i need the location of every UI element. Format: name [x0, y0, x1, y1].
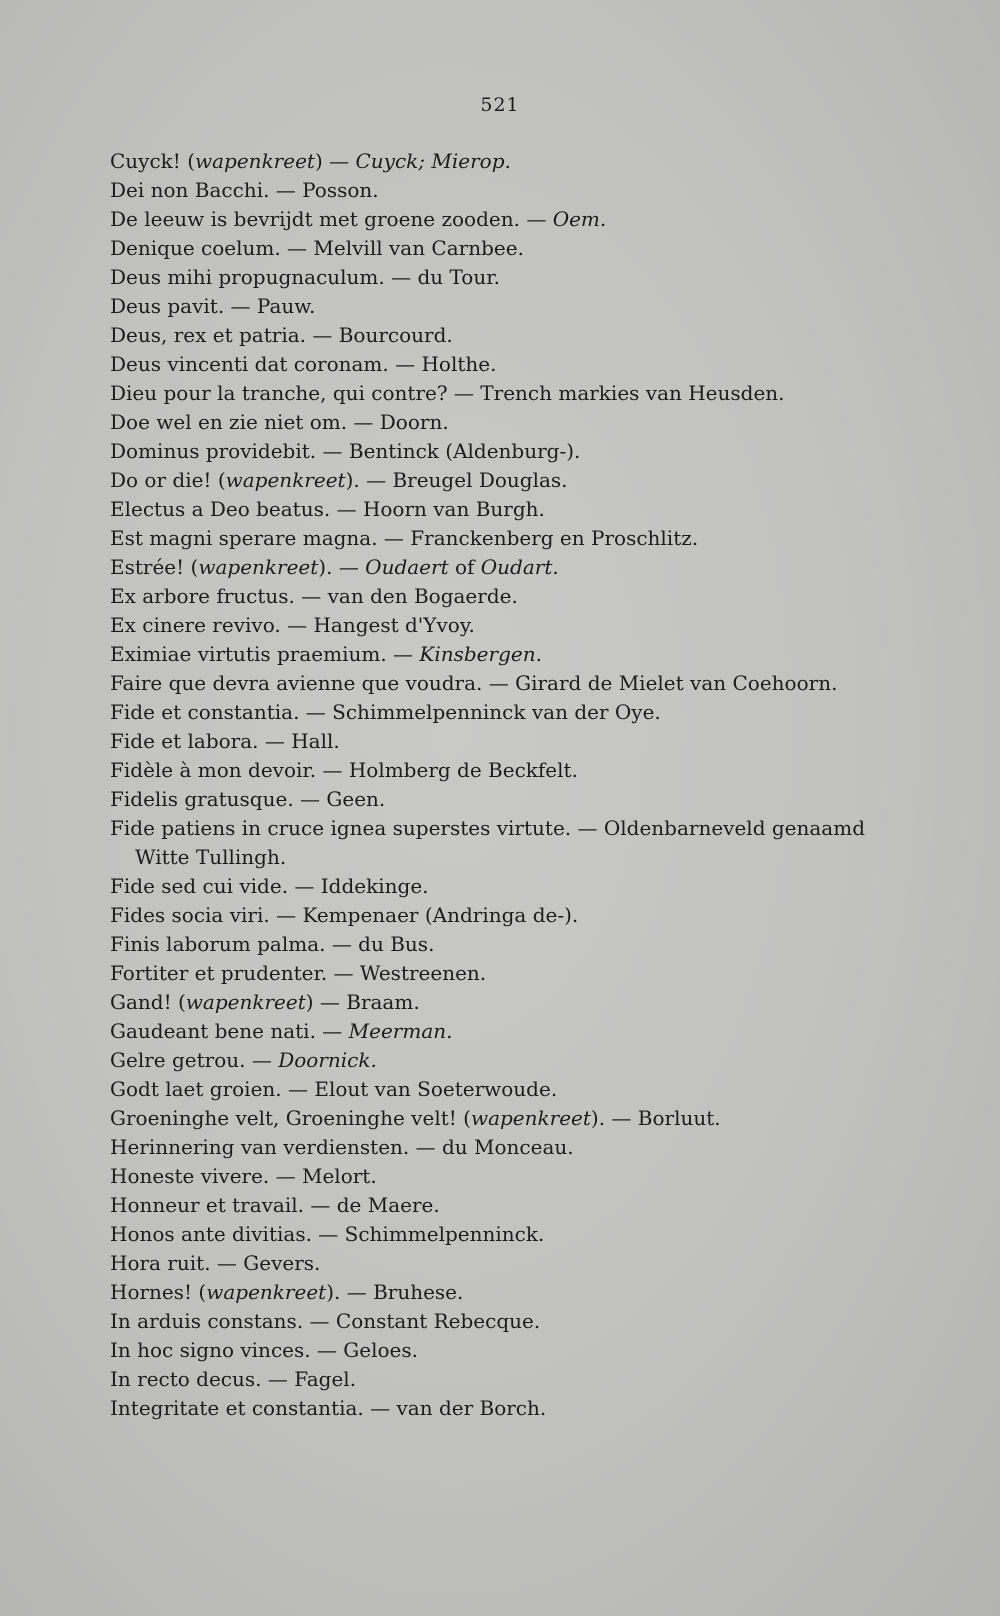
motto-line [110, 582, 910, 611]
motto-line [110, 814, 910, 843]
text-segment: Fide et labora. — Hall. [110, 729, 340, 753]
motto-line [110, 292, 910, 321]
text-segment: Gand! ( [110, 990, 186, 1014]
motto-line [110, 611, 910, 640]
text-segment: Faire que devra avienne que voudra. — Girard de Mielet van Coehoorn. [110, 671, 838, 695]
text-segment: Gelre getrou. — [110, 1048, 279, 1072]
text-segment: Groeninghe velt, Groeninghe velt! ( [110, 1106, 471, 1130]
text-segment: Dieu pour la tranche, qui contre? — Trench markies van Heusden. [110, 381, 785, 405]
italic-segment: wapenkreet [195, 149, 315, 173]
text-segment: ). — [318, 555, 366, 579]
motto-line [110, 1133, 910, 1162]
text-segment: of [448, 555, 481, 579]
motto-line [110, 1336, 910, 1365]
text-segment: Fides socia viri. — Kempenaer (Andringa de-). [110, 903, 579, 927]
text-segment: Honneur et travail. — de Maere. [110, 1193, 440, 1217]
motto-line [110, 321, 910, 350]
motto-line [110, 263, 910, 292]
text-segment: ) — Braam. [305, 990, 420, 1014]
motto-line [110, 1017, 910, 1046]
text-segment: In hoc signo vinces. — Geloes. [110, 1338, 419, 1362]
italic-segment: Oudaert [365, 555, 449, 579]
italic-segment: Cuyck; Mierop. [355, 149, 511, 173]
italic-segment: Kinsbergen. [419, 642, 542, 666]
motto-line [110, 756, 910, 785]
italic-segment: Oem. [552, 207, 607, 231]
motto-line [110, 1191, 910, 1220]
text-segment: Gaudeant bene nati. — [110, 1019, 349, 1043]
motto-line [110, 1162, 910, 1191]
text-segment: Dominus providebit. — Bentinck (Aldenburg-). [110, 439, 581, 463]
text-segment: Godt laet groien. — Elout van Soeterwoude. [110, 1077, 558, 1101]
motto-line [110, 727, 910, 756]
text-segment: Fidèle à mon devoir. — Holmberg de Beckfelt. [110, 758, 578, 782]
motto-line [110, 437, 910, 466]
text-segment: Est magni sperare magna. — Franckenberg en Proschlitz. [110, 526, 699, 550]
text-segment: Ex cinere revivo. — Hangest d'Yvoy. [110, 613, 475, 637]
motto-line [110, 524, 910, 553]
motto-line [110, 959, 910, 988]
text-segment: Finis laborum palma. — du Bus. [110, 932, 435, 956]
text-segment: Fide patiens in cruce ignea superstes virtute. — Oldenbarneveld genaamd [110, 816, 865, 840]
text-segment: ) — [314, 149, 356, 173]
motto-line [110, 1104, 910, 1133]
motto-line [110, 930, 910, 959]
text-segment: Witte Tullingh. [135, 845, 287, 869]
text-segment: Do or die! ( [110, 468, 226, 492]
text-segment: Fide et constantia. — Schimmelpenninck van der Oye. [110, 700, 661, 724]
text-segment: Eximiae virtutis praemium. — [110, 642, 420, 666]
italic-segment: wapenkreet [225, 468, 346, 492]
motto-line [110, 1075, 910, 1104]
text-segment: In arduis constans. — Constant Rebecque. [110, 1309, 541, 1333]
motto-line [110, 495, 910, 524]
motto-line [110, 379, 910, 408]
motto-line [110, 785, 910, 814]
motto-line [110, 1394, 910, 1423]
text-segment: ). — Bruhese. [326, 1280, 464, 1304]
text-segment: Integritate et constantia. — van der Borch. [110, 1396, 547, 1420]
italic-segment: wapenkreet [470, 1106, 591, 1130]
page-number: 521 [480, 94, 520, 116]
italic-segment: Meerman. [348, 1019, 453, 1043]
text-segment: Cuyck! ( [110, 149, 195, 173]
text-segment: De leeuw is bevrijdt met groene zooden. — [110, 207, 553, 231]
italic-segment: wapenkreet [206, 1280, 327, 1304]
text-segment: Deus vincenti dat coronam. — Holthe. [110, 352, 497, 376]
text-segment: Fide sed cui vide. — Iddekinge. [110, 874, 429, 898]
motto-line [110, 466, 910, 495]
text-segment: Ex arbore fructus. — van den Bogaerde. [110, 584, 518, 608]
text-segment: ). — Borluut. [590, 1106, 721, 1130]
text-segment: Herinnering van verdiensten. — du Monceau. [110, 1135, 574, 1159]
motto-line [110, 669, 910, 698]
motto-line [110, 350, 910, 379]
motto-list [110, 147, 910, 1423]
text-segment: In recto decus. — Fagel. [110, 1367, 357, 1391]
motto-line [110, 234, 910, 263]
motto-line [110, 205, 910, 234]
text-segment: Fortiter et prudenter. — Westreenen. [110, 961, 487, 985]
text-segment: Fidelis gratusque. — Geen. [110, 787, 386, 811]
motto-line [110, 553, 910, 582]
motto-line [110, 1365, 910, 1394]
text-segment: Hornes! ( [110, 1280, 207, 1304]
motto-line [110, 872, 910, 901]
text-segment: Doe wel en zie niet om. — Doorn. [110, 410, 449, 434]
text-segment: Deus pavit. — Pauw. [110, 294, 316, 318]
motto-line [110, 408, 910, 437]
text-segment: Deus, rex et patria. — Bourcourd. [110, 323, 453, 347]
italic-segment: wapenkreet [198, 555, 319, 579]
text-segment: Denique coelum. — Melvill van Carnbee. [110, 236, 524, 260]
motto-line [110, 176, 910, 205]
text-segment: Honeste vivere. — Melort. [110, 1164, 377, 1188]
motto-line-continuation [110, 843, 910, 872]
italic-segment: Doornick. [278, 1048, 377, 1072]
motto-line [110, 988, 910, 1017]
motto-line [110, 640, 910, 669]
motto-line [110, 1307, 910, 1336]
motto-line [110, 1220, 910, 1249]
italic-segment: Oudart. [480, 555, 559, 579]
motto-line [110, 901, 910, 930]
text-segment: Deus mihi propugnaculum. — du Tour. [110, 265, 500, 289]
text-segment: ). — Breugel Douglas. [345, 468, 568, 492]
text-segment: Estrée! ( [110, 555, 199, 579]
motto-line [110, 1278, 910, 1307]
motto-line [110, 698, 910, 727]
text-segment: Dei non Bacchi. — Posson. [110, 178, 379, 202]
motto-line [110, 1046, 910, 1075]
motto-line [110, 147, 910, 176]
motto-line [110, 1249, 910, 1278]
text-segment: Electus a Deo beatus. — Hoorn van Burgh. [110, 497, 545, 521]
text-segment: Hora ruit. — Gevers. [110, 1251, 321, 1275]
italic-segment: wapenkreet [185, 990, 306, 1014]
text-segment: Honos ante divitias. — Schimmelpenninck. [110, 1222, 545, 1246]
